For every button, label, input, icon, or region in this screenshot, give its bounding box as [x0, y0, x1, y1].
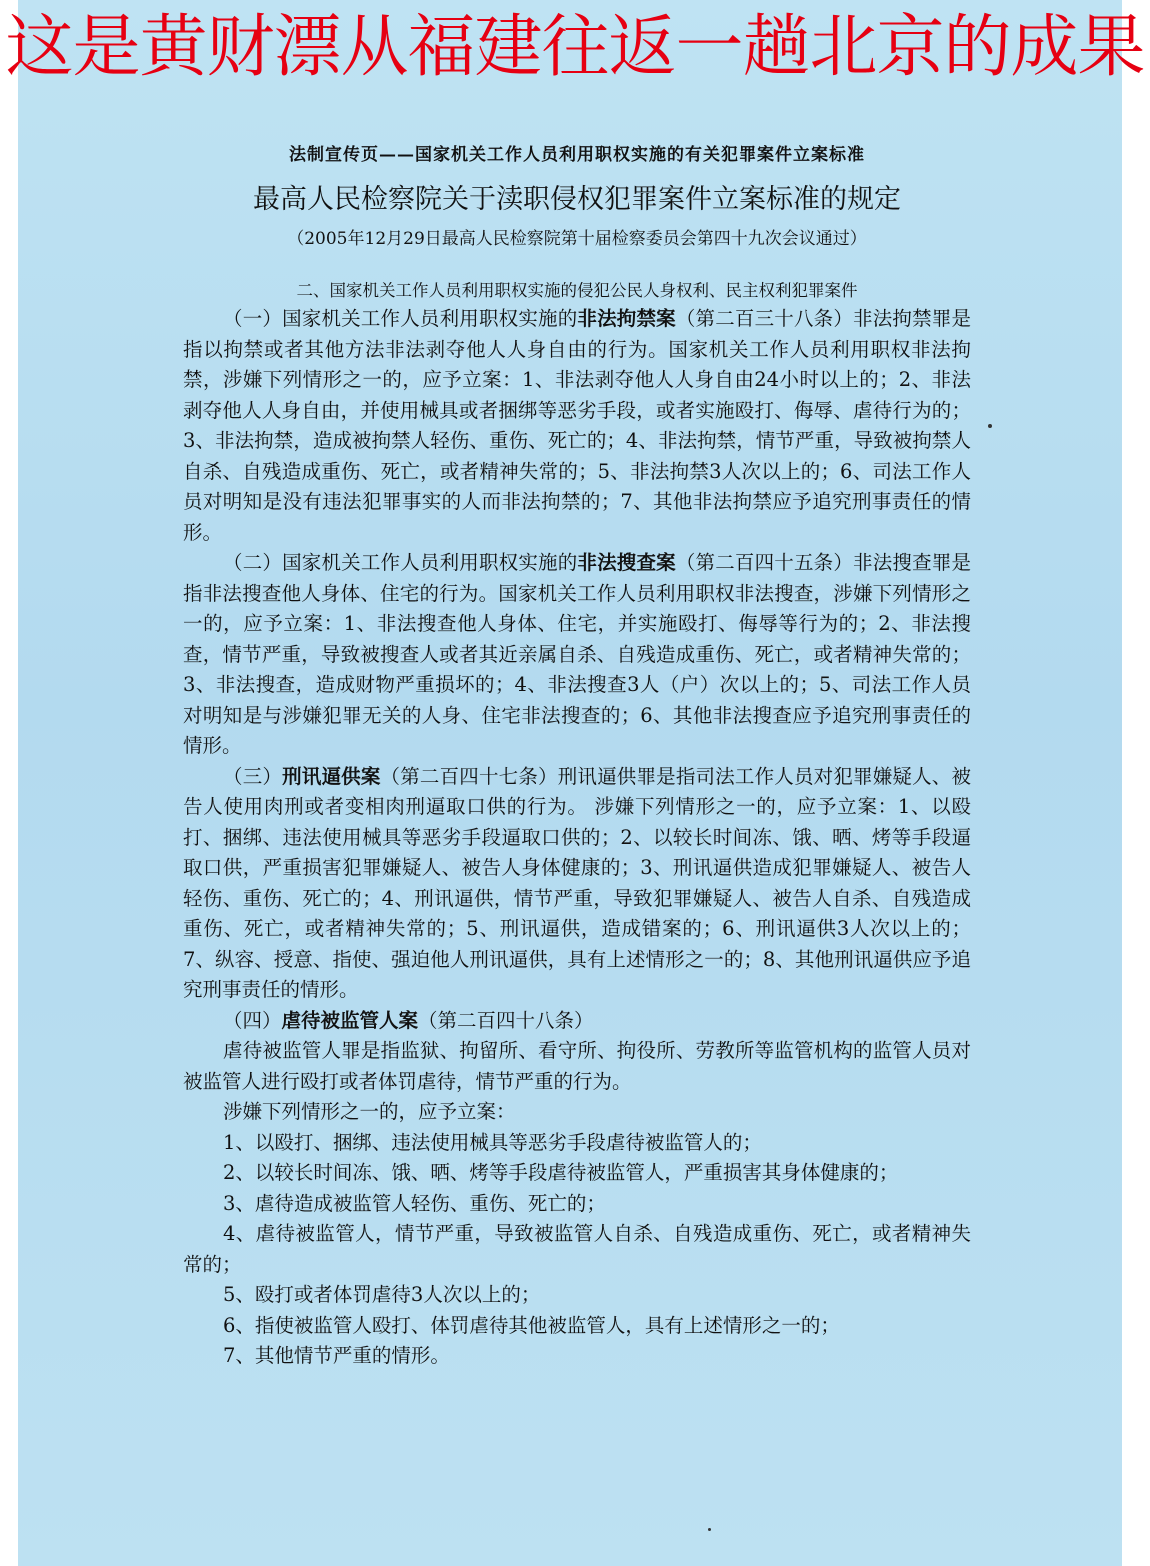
red-banner-caption: 这是黄财漂从福建往返一趟北京的成果: [5, 8, 1145, 87]
case-paragraph-3: [183, 762, 971, 1006]
case-definition-4: 虐待被监管人罪是指监狱、拘留所、看守所、拘役所、劳教所等监管机构的监管人员对被监管人进行殴打或者体罚虐待，情节严重的行为。: [183, 1039, 971, 1093]
case-prefix: （二）国家机关工作人员利用职权实施的: [223, 551, 578, 574]
case-heading-4: [183, 1006, 971, 1037]
case-body: （第二百四十五条）非法搜查罪是指非法搜查他人身体、住宅的行为。国家机关工作人员利用职权非法搜查，涉嫌下列情形之一的，应予立案：1、非法搜查他人身体、住宅，并实施殴打、侮辱等行为的；2、非法搜查，情节严重，导致被搜查人或者其近亲属自杀、自残造成重伤、死亡，或者精神失常的；3、非法搜查，造成财物严重损坏的；4、非法搜查3人（户）次以上的；5、司法工作人员对明知是与涉嫌犯罪无关的人身、住宅非法搜查的；6、其他非法搜查应予追究刑事责任的情形。: [183, 551, 971, 757]
case-paragraph-2: [183, 548, 971, 762]
case4-item-6: 6、指使被监管人殴打、体罚虐待其他被监管人，具有上述情形之一的；: [223, 1313, 840, 1337]
case-name: 虐待被监管人案: [281, 1008, 419, 1032]
case4-item-2: 2、以较长时间冻、饿、晒、烤等手段虐待被监管人，严重损害其身体健康的；: [223, 1161, 899, 1184]
case-intro-4: 涉嫌下列情形之一的，应予立案：: [223, 1100, 516, 1123]
scan-speck: [988, 424, 992, 428]
section-heading: 二、国家机关工作人员利用职权实施的侵犯公民人身权利、民主权利犯罪案件: [296, 281, 858, 300]
case-name: 非法拘禁案: [577, 307, 676, 330]
header-line: 法制宣传页——国家机关工作人员利用职权实施的有关犯罪案件立案标准: [289, 145, 865, 165]
case4-item-4: 4、虐待被监管人，情节严重，导致被监管人自杀、自残造成重伤、死亡，或者精神失常的；: [183, 1222, 971, 1276]
case-name: 非法搜查案: [577, 551, 676, 574]
case-body: （第二百四十七条）刑讯逼供罪是指司法工作人员对犯罪嫌疑人、被告人使用肉刑或者变相肉刑逼取口供的行为。 涉嫌下列情形之一的，应予立案：1、以殴打、捆绑、违法使用械具等恶劣手段逼取口供的；2、以较长时间冻、饿、晒、烤等手段逼取口供，严重损害犯罪嫌疑人、被告人身体健康的；3、刑讯逼供造成犯罪嫌疑人、被告人轻伤、重伤、死亡的；4、刑讯逼供，情节严重，导致犯罪嫌疑人、被告人自杀、自残造成重伤、死亡，或者精神失常的；5、刑讯逼供，造成错案的；6、刑讯逼供3人次以上的；7、纵容、授意、指使、强迫他人刑讯逼供，具有上述情形之一的；8、其他刑讯逼供应予追究刑事责任的情形。: [183, 764, 971, 1001]
document-body: [183, 140, 971, 1372]
case-prefix: （四）: [223, 1008, 282, 1032]
case-prefix: （三）: [223, 764, 283, 788]
case4-item-7: 7、其他情节严重的情形。: [223, 1344, 450, 1367]
document-subtitle: （2005年12月29日最高人民检察院第十届检察委员会第四十九次会议通过）: [287, 229, 867, 249]
case-prefix: （一）国家机关工作人员利用职权实施的: [223, 307, 578, 330]
case4-item-3: 3、虐待造成被监管人轻伤、重伤、死亡的；: [223, 1191, 606, 1215]
case-article: （第二百四十八条）: [418, 1008, 594, 1032]
case-body: （第二百三十八条）非法拘禁罪是指以拘禁或者其他方法非法剥夺他人人身自由的行为。国家机关工作人员利用职权非法拘禁，涉嫌下列情形之一的，应予立案：1、非法剥夺他人人身自由24小时以上的；2、非法剥夺他人人身自由，并使用械具或者捆绑等恶劣手段，或者实施殴打、侮辱、虐待行为的；3、非法拘禁，造成被拘禁人轻伤、重伤、死亡的；4、非法拘禁，情节严重，导致被拘禁人自杀、自残造成重伤、死亡，或者精神失常的；5、非法拘禁3人次以上的；6、司法工作人员对明知是没有违法犯罪事实的人而非法拘禁的；7、其他非法拘禁应予追究刑事责任的情形。: [183, 307, 971, 544]
scan-speck: [708, 1528, 711, 1531]
case4-item-5: 5、殴打或者体罚虐待3人次以上的；: [223, 1283, 541, 1306]
document-title: 最高人民检察院关于渎职侵权犯罪案件立案标准的规定: [253, 184, 901, 215]
case-paragraph-1: [183, 304, 971, 548]
case-name: 刑讯逼供案: [282, 764, 381, 788]
case4-item-1: 1、以殴打、捆绑、违法使用械具等恶劣手段虐待被监管人的；: [223, 1130, 762, 1154]
